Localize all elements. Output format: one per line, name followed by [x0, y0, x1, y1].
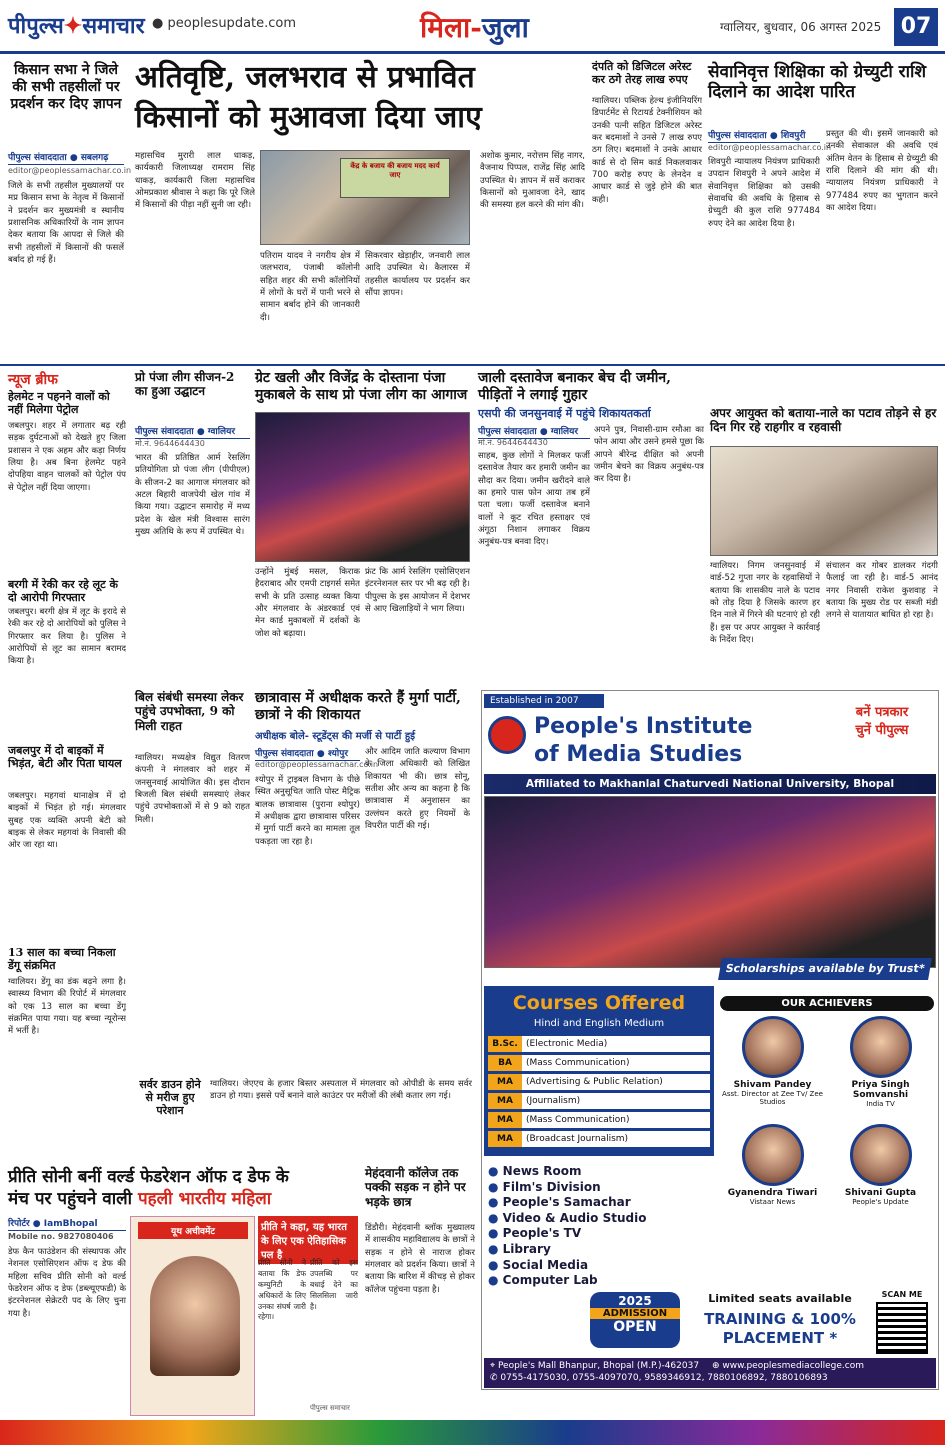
protest-banner: केंद्र के बजाय की बजाय मदद कार्य जाए [340, 158, 450, 198]
facility-item: ● Film's Division [488, 1179, 601, 1194]
course-name: (Broadcast Journalism) [522, 1131, 710, 1147]
drain-body-a: ग्वालियर। निगम जनसुनवाई में वार्ड-52 गुप्ता नगर के रहवासियों ने बताया कि शासकीय नाले के पटाव को तोड़ दिया है जिसके कारण हर दिन नाले में गिरने की घटनाएं हो रही हैं। इस पर अपर आयुक्त ने कार्रवाई के निर्देश दिए। [710, 561, 820, 645]
land-fraud-body-a: साहब, कुछ लोगों ने मिलकर फर्जी दस्तावेज तैयार कर हमारी जमीन का सौदा कर दिया। जमीन खरीदने वाले का हमारे पास फोन आया तब हमें पता चला। फर्जी दस्तावेज बनाने वालों ने कूट रचित हस्ताक्षर एवं अंगूठा निशान लगाकर विक्रय अनुबंध-पत्र बनवा दिए। [478, 451, 590, 548]
bullet-icon: ● [488, 1164, 503, 1178]
preeti-body: डेफ कैन फाउंडेशन की संस्थापक और नेशनल एसोसिएशन ऑफ द डेफ की महिला सचिव प्रीति सोनी को वर्ल्ड फेडरेशन ऑफ द डेफ (डब्ल्यूएफडी) के इंटरनेशनल सेक्रेटरी पद के लिए चुना गया है। [8, 1247, 126, 1319]
preeti-mobile: Mobile no. 9827080406 [8, 1232, 114, 1241]
khali-body-b: फ्रंट कि आर्म रेसलिंग एसोसिएशन इंटरनेशनल स्तर पर भी बढ़ रही है। पीपुल्स के इस आयोजन में देशभर से आए खिलाड़ियों ने भाग लिया। [365, 567, 470, 614]
course-row [488, 1055, 710, 1071]
achiever-name: Shivam Pandey [733, 1080, 812, 1090]
youth-achievement-badge: यूथ अचीवमेंट [138, 1222, 248, 1239]
course-degree: MA [488, 1112, 522, 1128]
gratuity-headline: सेवानिवृत्त शिक्षिका को ग्रेच्युटी राशि दिलाने का आदेश पारित [708, 62, 927, 103]
location-pin-icon: ⌖ [490, 1361, 498, 1371]
achiever-photo [742, 1124, 804, 1186]
color-registration-bar [0, 1420, 945, 1445]
facility-item: ● Library [488, 1241, 551, 1256]
institute-logo-icon [488, 716, 526, 754]
facility-item: ● People's Samachar [488, 1195, 631, 1210]
facility-item: ● People's TV [488, 1226, 582, 1241]
drain-headline: अपर आयुक्त को बताया-नाले का पटाव तोड़ने से हर दिन गिर रहे राहगीर व रहवासी [710, 406, 937, 435]
achiever-name: Priya Singh Somvanshi [851, 1080, 910, 1100]
courses-title: Courses Offered [512, 992, 686, 1014]
facility-item: ● Computer Lab [488, 1273, 598, 1288]
facilities-list [488, 1164, 708, 1289]
course-degree: MA [488, 1074, 522, 1090]
main-headline-line2: किसानों को मुआवजा दिया जाए [135, 100, 482, 135]
limited-seats: Limited seats available [708, 1292, 852, 1305]
server-headline: सर्वर डाउन होने से मरीज हुए परेशान [139, 1078, 201, 1118]
achievers-grid [720, 1016, 934, 1226]
main-headline-line1: अतिवृष्टि, जलभराव से प्रभावित [135, 60, 475, 95]
hostel-email[interactable]: editor@peoplessamachar.co.in [255, 760, 379, 769]
kisan-sabha-email[interactable]: editor@peoplessamachar.co.in [8, 166, 132, 175]
courses-medium: Hindi and English Medium [533, 1018, 665, 1029]
brief-dengue-headline: 13 साल का बच्चा निकला डेंगू संक्रमित [8, 946, 116, 973]
achiever-name: Shivani Gupta [844, 1188, 917, 1198]
bullet-icon: ● [488, 1273, 503, 1288]
page-number: 07 [894, 8, 938, 46]
admission-open: OPEN [613, 1319, 657, 1335]
preeti-reporter: रिपोर्टर ● IamBhopal [8, 1216, 126, 1231]
news-brief-title: न्यूज ब्रीफ [8, 372, 58, 388]
server-body: ग्वालियर। जेएएच के हजार बिस्तर अस्पताल में मंगलवार को ओपीडी के समय सर्वर डाउन हो गया। इससे पर्चे बनाने वाले काउंटर पर मरीजों की लंबी कतार लग गई। [210, 1079, 472, 1102]
bullet-icon: ● [488, 1210, 503, 1225]
main-body-d: अशोक कुमार, नरोत्तम सिंह नागर, वैजनाथ पिप्पल, राजेंद्र सिंह आदि उपस्थित थे। ज्ञापन में सर्वे कराकर किसानों को मुआवजा देने, खाद की समस्या हल करने की मांग की। [480, 151, 585, 211]
ad-brand-line2: of Media Studies [534, 742, 743, 767]
digital-arrest-headline: दंपति को डिजिटल अरेस्ट कर ठगे तेरह लाख रुपए [592, 60, 692, 87]
bullet-icon: ● [488, 1257, 503, 1272]
preeti-quote-body-a: प्रीति सोनी ने बताया कि डेफ कम्युनिटी के अधिकारों के लिए उनका संघर्ष जारी रहेगा। [258, 1258, 306, 1322]
brief-helmet-body: जबलपुर। शहर में लगातार बढ़ रही सड़क दुर्घटनाओं को देखते हुए जिला प्रशासन ने एक अहम और कड़ा निर्णय लिया है। अब बिना हेलमेट पहने दोपहिया वाहन चालकों को पेट्रोल पंप से पेट्रोल नहीं दिया जाएगा। [8, 421, 126, 493]
course-name: (Journalism) [522, 1093, 710, 1109]
achiever-role: Vistaar News [749, 1198, 796, 1206]
kisan-sabha-byline: पीपुल्स संवाददाता ● सबलगढ़ [8, 150, 124, 165]
hostel-headline: छात्रावास में अधीक्षक करते हैं मुर्गा पार्टी, छात्रों ने की शिकायत [255, 690, 461, 723]
admission-label: ADMISSION [590, 1308, 680, 1319]
hostel-body-a: श्योपुर में ट्राइबल विभाग के पीछे स्थित अनुसूचित जाति पोस्ट मैट्रिक बालक छात्रावास (पुराना श्योपुर) में अधीक्षक द्वारा छात्रावास परिसर में मुर्गा पार्टी करने का मामला तूल पकड़ता जा रहा है। [255, 775, 360, 847]
main-body-b: पतिराम यादव ने नगरीय क्षेत्र में जलभराव, पंजाबी कॉलोनी सहित शहर की सभी कॉलोनियों में लोगों के घरों में पानी भरने से सामान बर्बाद होने की जानकारी दी। [260, 251, 360, 323]
course-degree: MA [488, 1131, 522, 1147]
ad-website[interactable]: www.peoplesmediacollege.com [722, 1361, 865, 1371]
course-name: (Mass Communication) [522, 1112, 710, 1128]
preeti-quote: प्रीति ने कहा, यह भारत के लिए एक ऐतिहासिक पल है [258, 1216, 358, 1264]
ad-brand-line1: People's Institute [534, 714, 753, 739]
land-fraud-subhead: एसपी की जनसुनवाई में पहुंचे शिकायतकर्ता [478, 407, 651, 420]
course-degree: BA [488, 1055, 522, 1071]
facility-item: ● Social Media [488, 1257, 589, 1272]
course-name: (Electronic Media) [522, 1036, 710, 1052]
drain-body-b: संचालन कर गोबर डालकर गंदगी फैलाई जा रही है। वार्ड-5 आनंद नगर निवासी राकेश कुशवाह ने बताया कि मुख्य रोड पर सब्जी मंडी लगने से यातायात बाधित हो रहा है। [826, 561, 938, 621]
college-road-body: डिंडौरी। मेहंदवानी ब्लॉक मुख्यालय में शासकीय महाविद्यालय के छात्रों ने सड़क न होने से नाराज होकर मंगलवार को प्रदर्शन किया। छात्रों ने बताया कि बारिश में कीचड़ से होकर कॉलेज पहुंचना पड़ता है। [365, 1223, 475, 1295]
preeti-portrait [150, 1256, 240, 1376]
achievers-title: OUR ACHIEVERS [720, 996, 934, 1011]
brief-bargi-body: जबलपुर। बरगी क्षेत्र में लूट के इरादे से रेकी कर रहे दो आरोपियों को पुलिस ने गिरफ्तार कर लिया है। पुलिस ने आरोपियों से लूट का सामान बरामद किया है। [8, 607, 126, 667]
ad-phones: 0755-4175030, 0755-4097070, 9589346912, 7880106892, 7880106893 [500, 1373, 828, 1384]
hostel-byline: पीपुल्स संवाददाता ● श्योपुर [255, 746, 360, 761]
gratuity-email[interactable]: editor@peoplessamachar.co.in [708, 143, 832, 152]
ad-slogan: बनें पत्रकार चुनें पीपुल्स [855, 705, 909, 739]
panja-body: भारत की प्रतिष्ठित आर्म रेसलिंग प्रतियोगिता प्रो पंजा लीग (पीपीएल) के सीजन-2 का आगाज मंगलवार को अटल बिहारी वाजपेयी खेल गांव में किया गया। उद्घाटन समारोह में मध्य प्रदेश के खेल मंत्री विश्वास सारंग मुख्य अतिथि के रूप में उपस्थित थे। [135, 453, 250, 537]
brief-dengue-body: ग्वालियर। डेंगू का डंक बढ़ने लगा है। स्वास्थ्य विभाग की रिपोर्ट में मंगलवार को एक 13 साल का बच्चा डेंगू संक्रमित पाया गया। यह बच्चा न्यूरोन्स में भर्ती है। [8, 977, 126, 1037]
courses-list [488, 1036, 710, 1150]
hostel-body-b: और आदिम जाति कल्याण विभाग के जिला अधिकारी को लिखित शिकायत भी की। छात्र सोनू, सतीश और अन्य का कहना है कि छात्रावास में अनुशासन का उल्लंघन करते हुए नियमों के विपरीत पार्टी की गई। [365, 747, 470, 831]
main-body-a: महासचिव मुरारी लाल धाकड़, कार्यकारी जिलाध्यक्ष रामराम सिंह धाकड़, कार्यकारी जिला महासचिव ओमप्रकाश श्रीवास ने कहा कि पूरे जिले में किसानों की पीड़ा नहीं सुनी जा रही। [135, 151, 255, 211]
achiever-role: People's Update [852, 1198, 909, 1206]
ad-contact-bar [484, 1358, 936, 1388]
hearing-photo [710, 446, 938, 556]
panja-headline: प्रो पंजा लीग सीजन-2 का हुआ उद्घाटन [135, 370, 235, 399]
phone-icon: ✆ [490, 1373, 501, 1384]
course-degree: MA [488, 1093, 522, 1109]
course-row [488, 1112, 710, 1128]
kisan-sabha-headline: किसान सभा ने जिले की सभी तहसीलों पर प्रदर्शन कर दिए ज्ञापन [10, 62, 122, 112]
land-fraud-phone: मो.नं. 9644644430 [478, 438, 548, 447]
course-row [488, 1036, 710, 1052]
land-fraud-body-b: अपने पुत्र, निवासी-ग्राम रमौआ का फोन आया और उसने हमसे पूछा कि आपने बीरेन्द्र दीक्षित को अपनी जमीन बेचने का विक्रय अनुबंध-पत्र कर दिया है। [594, 425, 704, 485]
achiever-card [828, 1016, 933, 1108]
gratuity-byline: पीपुल्स संवाददाता ● शिवपुरी [708, 128, 820, 143]
panja-byline: पीपुल्स संवाददाता ● ग्वालियर [135, 424, 250, 439]
gratuity-body-b: प्रस्तुत की थी। इसमें जानकारी को उनकी सेवाकाल की अवधि एवं अंतिम वेतन के हिसाब से ग्रेच्युटी की राशि दिलाने की मांग की थी। न्यायालय नियंत्रण प्राधिकारी ने 977484 रुपए का भुगतान करने का आदेश दिया। [826, 129, 938, 213]
ad-established: Established in 2007 [484, 694, 604, 708]
globe-icon: ● [152, 16, 168, 31]
scan-label: SCAN ME [881, 1290, 923, 1299]
bullet-icon: ● [488, 1195, 503, 1210]
achiever-card [720, 1016, 825, 1107]
ad-affiliation: Affiliated to Makhanlal Chaturvedi National University, Bhopal [484, 774, 936, 794]
preeti-quote-body-b: प्रीति को इस उपलब्धि पर बधाई देने का सिलसिला जारी है। [310, 1258, 358, 1311]
course-row [488, 1131, 710, 1147]
admission-badge[interactable] [590, 1292, 680, 1348]
achiever-role: India TV [866, 1100, 895, 1108]
section-divider [0, 364, 945, 366]
main-body-c: सिकरवार खेड़ाहीर, जनवारी लाल आदि उपस्थित थे। कैलारस में तहसील कार्यालय पर प्रदर्शन कर सौंपा ज्ञापन। [365, 251, 470, 298]
facility-item: ● Video & Audio Studio [488, 1210, 647, 1225]
achiever-photo [850, 1124, 912, 1186]
brief-bike-body: जबलपुर। महगवां थानाक्षेत्र में दो बाइकों में भिड़ंत हो गई। मंगलवार सुबह एक व्यक्ति अपनी बेटी को बाइक से लेकर महगवां के निवासी की ओर जा रहा था। [8, 791, 126, 851]
khali-body-a: उन्होंने मुंबई मसल, किराक हैदराबाद और एमपी टाइगर्स समेत सभी के प्रति उत्साह व्यक्त किया और मंगलवार के अंडरकार्ड एवं मेन कार्ड मुकाबलों में दर्शकों के जोश को बढ़ाया। [255, 567, 360, 639]
land-fraud-byline: पीपुल्स संवाददाता ● ग्वालियर [478, 424, 590, 439]
bullet-icon: ● [488, 1226, 503, 1241]
digital-arrest-body: ग्वालियर। पब्लिक हेल्थ इंजीनियरिंग डिपार्टमेंट से रिटायर्ड टेक्नीशियन को उनकी पत्नी सहित डिजिटल अरेस्ट कर बदमाशों ने उनसे 7 लाख रुपए ठग लिए। बदमाशों ने उनके आधार कार्ड से दो सिम कार्ड निकलवाकर 700 करोड़ रुपए के लेनदेन व आधार कार्ड से जुड़े होने की बात कही। [592, 96, 702, 205]
land-fraud-headline: जाली दस्तावेज बनाकर बेच दी जमीन, पीड़ितों ने लगाई गुहार [478, 370, 672, 403]
course-name: (Mass Communication) [522, 1055, 710, 1071]
brief-bike-headline: जबलपुर में दो बाइकों में भिड़ंत, बेटी और पिता घायल [8, 744, 122, 771]
khali-headline: ग्रेट खली और विजेंद्र के दोस्ताना पंजा मुकाबले के साथ प्रो पंजा लीग का आगाज [255, 370, 468, 403]
section-title: मिला-जुला [420, 11, 529, 44]
bill-body: ग्वालियर। मध्यक्षेत्र विद्युत वितरण कंपनी ने मंगलवार को शहर में जनसुनवाई आयोजित की। इस दौरान बिजली बिल संबंधी समस्याएं लेकर पहुंचे उपभोक्ताओं में से 9 को राहत मिली। [135, 753, 250, 825]
panja-stage-photo [255, 412, 470, 562]
ad-scholarship: Scholarships available by Trust* [718, 958, 932, 980]
achiever-role: Asst. Director at Zee Tv/ Zee Studios [722, 1090, 823, 1107]
newspaper-logo: पीपुल्स✦समाचार [8, 13, 145, 39]
achiever-card [828, 1124, 933, 1206]
achiever-photo [742, 1016, 804, 1078]
ad-address: People's Mall Bhanpur, Bhopal (M.P.)-462037 [497, 1361, 700, 1371]
course-row [488, 1093, 710, 1109]
preeti-headline: प्रीति सोनी बनीं वर्ल्ड फेडरेशन ऑफ द डेफ के मंच पर पहुंचने वाली पहली भारतीय महिला [8, 1167, 289, 1210]
preeti-photo-caption: पीपुल्स समाचार [310, 1404, 350, 1412]
admission-year: 2025 [618, 1294, 652, 1308]
ad-classroom-photo [484, 796, 936, 968]
bill-headline: बिल संबंधी समस्या लेकर पहुंचे उपभोक्ता, 9 को मिली राहत [135, 690, 244, 733]
course-degree: B.Sc. [488, 1036, 522, 1052]
course-row [488, 1074, 710, 1090]
gratuity-body-a: शिवपुरी न्यायालय नियंत्रण प्राधिकारी उपदान शिवपुरी ने अपने आदेश में सेवानिवृत्त शिक्षिका को उसकी सेवावधि की अवधि के हिसाब से ग्रेच्युटी की कुल राशि 977484 रुपए देने का आदेश दिया है। [708, 157, 820, 229]
achiever-photo [850, 1016, 912, 1078]
dateline: ग्वालियर, बुधवार, 06 अगस्त 2025 [720, 20, 882, 34]
hostel-subhead: अधीक्षक बोले- स्टूडेंट्स की मर्जी से पार्टी हुई [255, 731, 416, 742]
achiever-name: Gyanendra Tiwari [727, 1188, 818, 1198]
bullet-icon: ● [488, 1241, 503, 1256]
college-road-headline: मेहंदवानी कॉलेज तक पक्की सड़क न होने पर भड़के छात्र [365, 1166, 466, 1209]
brief-bargi-headline: बरगी में रेकी कर रहे लूट के दो आरोपी गिरफ्तार [8, 578, 118, 605]
training-placement: TRAINING & 100% PLACEMENT * [704, 1310, 856, 1347]
facility-item: ● News Room [488, 1164, 582, 1178]
bullet-icon: ● [488, 1179, 503, 1194]
brief-helmet-headline: हेलमेट न पहनने वालों को नहीं मिलेगा पेट्रोल [8, 390, 110, 417]
achiever-card [720, 1124, 825, 1206]
logo-star-icon: ✦ [63, 13, 83, 39]
ad-globe-icon: ⊕ [711, 1361, 723, 1371]
kisan-sabha-body: जिले के सभी तहसील मुख्यालयों पर मप्र किसान सभा के नेतृत्व में किसानों ने प्रदर्शन कर मुख्यमंत्री व स्थानीय प्रशासनिक अधिकारियों के नाम ज्ञापन देकर बताया कि आपदा से जिले की सभी तहसीलों में किसानों की फसलें बर्बाद हो गई हैं। [8, 181, 124, 265]
site-url[interactable]: ● peoplesupdate.com [152, 16, 297, 31]
panja-phone: मो.नं. 9644644430 [135, 439, 205, 448]
qr-code-icon[interactable] [876, 1302, 928, 1354]
course-name: (Advertising & Public Relation) [522, 1074, 710, 1090]
